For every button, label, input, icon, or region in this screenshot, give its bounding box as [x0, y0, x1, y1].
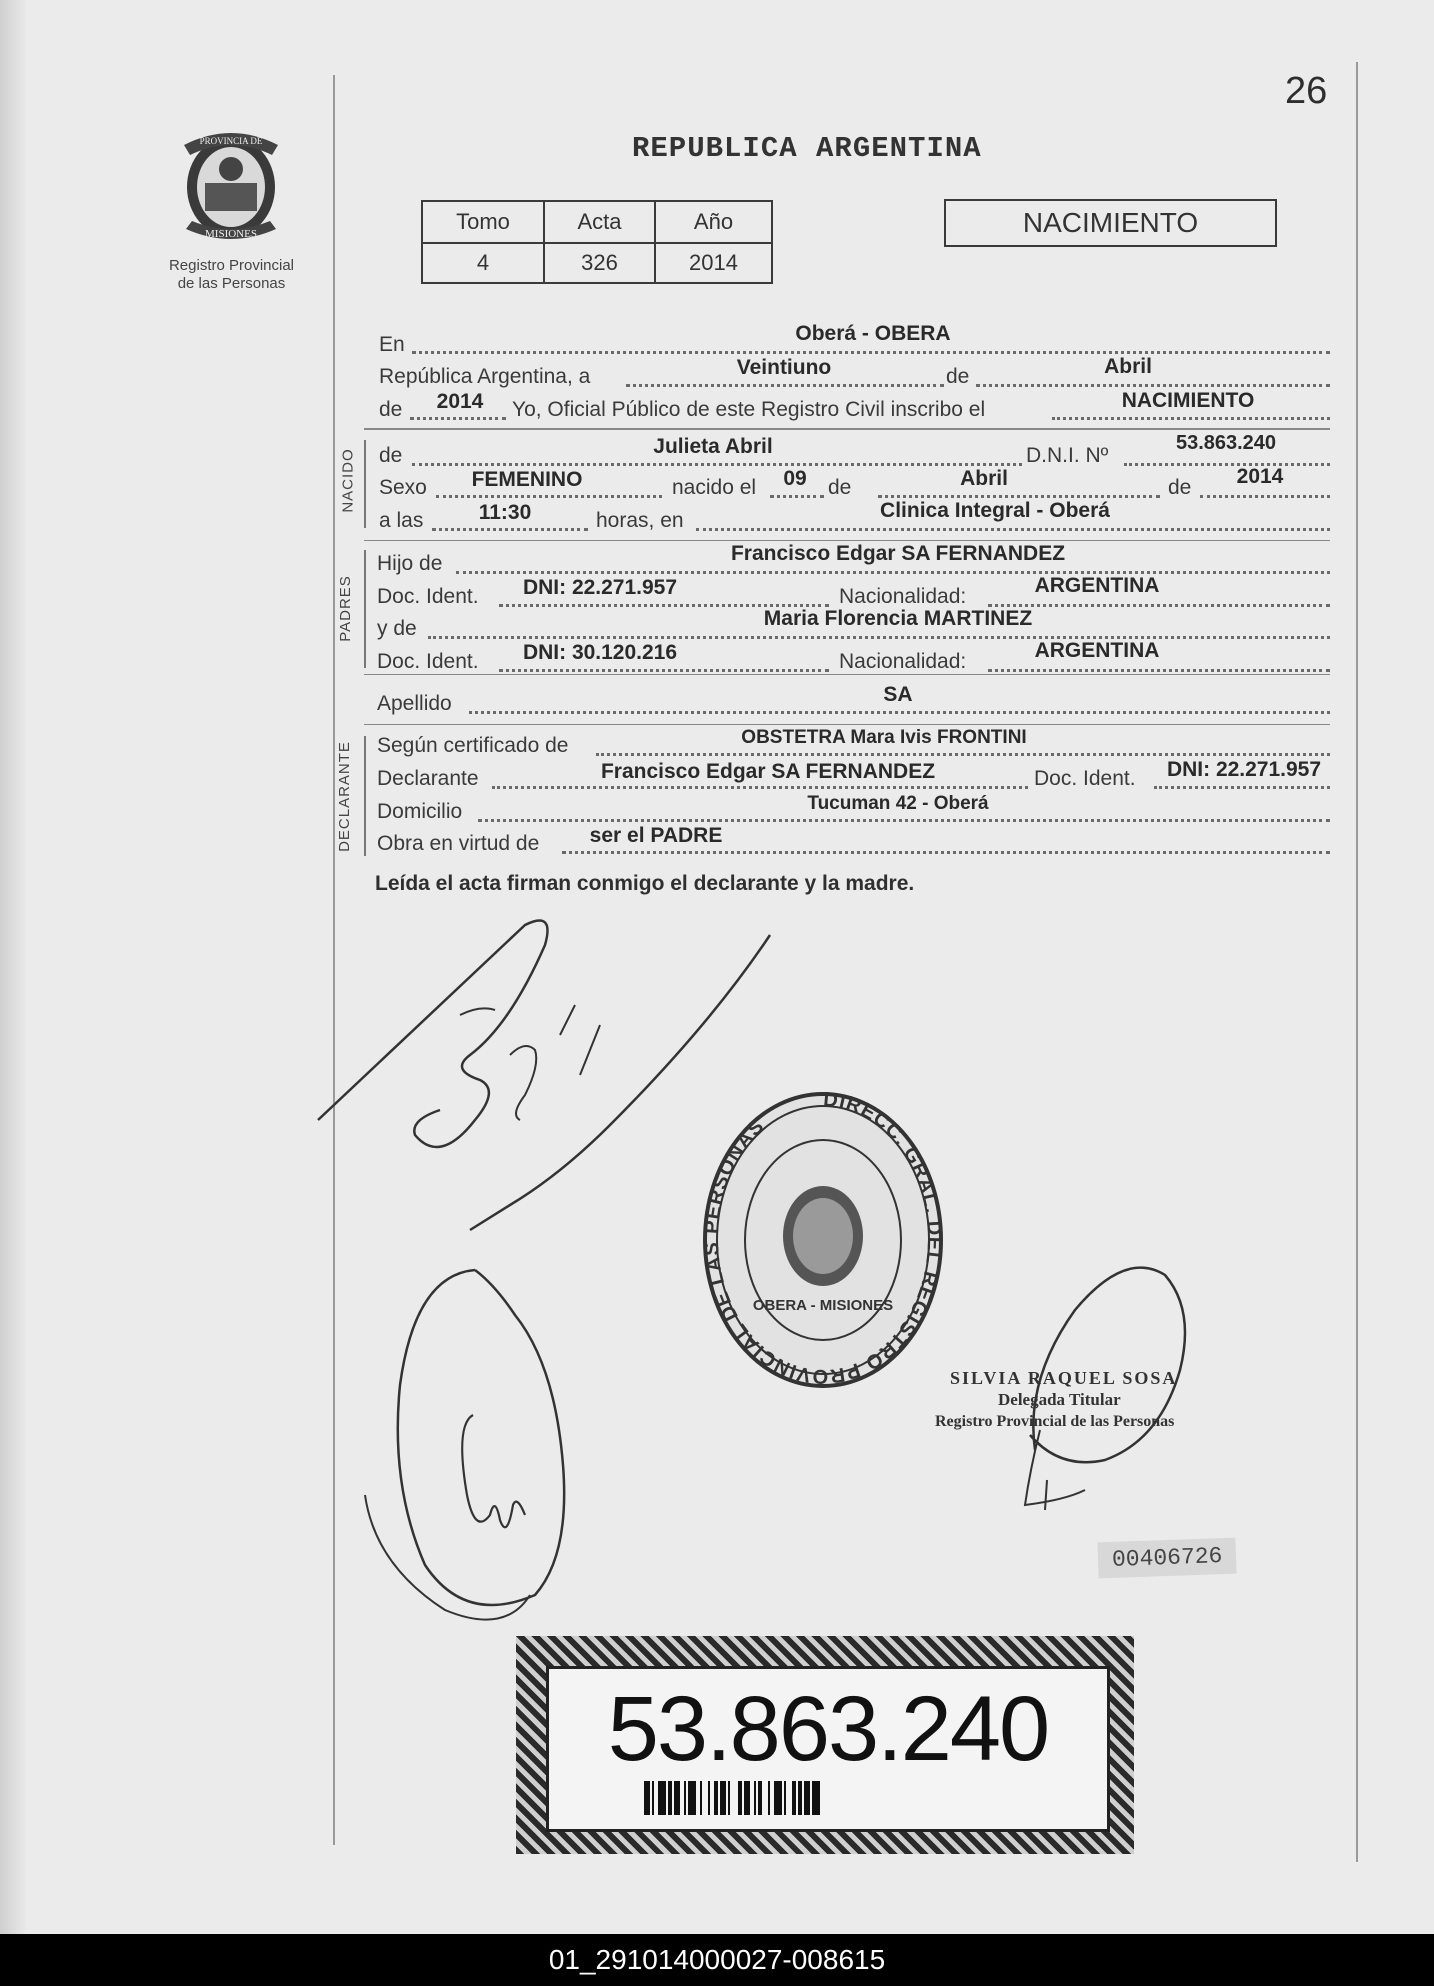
doc-ident-label: Doc. Ident. — [377, 585, 479, 608]
logo-caption — [150, 257, 313, 293]
barcode — [644, 1781, 1014, 1815]
footer-file-id: 01_291014000027-008615 — [0, 1934, 1434, 1986]
dotted-line — [1052, 417, 1330, 420]
declarante-doc-label: Doc. Ident. — [1034, 767, 1136, 790]
registry-table — [421, 200, 773, 284]
republica-label: República Argentina, a — [379, 365, 591, 388]
de-label-3: de — [828, 476, 852, 499]
certificate-value: OBSTETRA Mara Ivis FRONTINI — [741, 727, 1027, 748]
en-label: En — [379, 333, 405, 356]
dotted-line — [432, 528, 588, 531]
barcode-bar — [688, 1781, 696, 1815]
section-separator — [364, 674, 1330, 675]
padres-section-bracket — [364, 550, 366, 668]
dotted-line — [492, 786, 1028, 789]
registry-header-row — [422, 201, 772, 243]
official-round-stamp — [700, 1088, 946, 1392]
right-margin-line — [1356, 62, 1358, 1862]
dotted-line — [1124, 463, 1330, 466]
mother-signature — [355, 1265, 575, 1625]
page-number: 26 — [1285, 70, 1328, 112]
svg-text:OBERA - MISIONES: OBERA - MISIONES — [752, 1297, 894, 1314]
year-value: 2014 — [436, 390, 484, 413]
father-doc-value: DNI: 22.271.957 — [522, 576, 678, 599]
barcode-bar — [658, 1781, 666, 1815]
dotted-line — [499, 669, 829, 672]
barcode-bar — [774, 1781, 782, 1815]
y-de-label: y de — [377, 617, 417, 640]
nacionalidad-label-2: Nacionalidad: — [839, 650, 967, 673]
birth-year-value: 2014 — [1236, 465, 1284, 488]
dotted-line — [478, 819, 1330, 822]
official-stamp-block — [935, 1367, 1178, 1433]
dotted-line — [976, 384, 1330, 387]
closing-statement: Leída el acta firman conmigo el declarante y la madre. — [375, 872, 915, 895]
dotted-line — [988, 604, 1330, 607]
dotted-line — [469, 711, 1330, 714]
logo-caption-line-1: Registro Provincial — [168, 257, 295, 274]
barcode-bar — [820, 1781, 824, 1815]
apellido-value: SA — [883, 683, 913, 706]
dotted-line — [1154, 786, 1330, 789]
registry-value-row — [422, 243, 772, 283]
svg-text:DIRECC. GRAL. DEL REGISTRO PRO: DIRECC. GRAL. DEL REGISTRO PROVINCIAL DE LAS PERSONAS — [700, 1088, 946, 1388]
svg-text:PROVINCIA DE: PROVINCIA DE — [199, 136, 263, 146]
dotted-line — [562, 851, 1330, 854]
id-label-sticker — [516, 1636, 1134, 1854]
mother-name-value: Maria Florencia MARTINEZ — [763, 607, 1033, 630]
sexo-value: FEMENINO — [471, 468, 583, 491]
dotted-line — [428, 636, 1330, 639]
nacionalidad-label: Nacionalidad: — [839, 585, 967, 608]
segun-certificado-label: Según certificado de — [377, 734, 569, 757]
section-separator — [364, 540, 1330, 541]
svg-text:MISIONES: MISIONES — [205, 228, 257, 240]
misiones-crest-logo — [172, 125, 290, 253]
dotted-line — [412, 463, 1022, 466]
obra-en-virtud-label: Obra en virtud de — [377, 832, 540, 855]
logo-caption-line-2: de las Personas — [177, 275, 286, 292]
registry-header-acta: Acta — [544, 201, 655, 243]
document-type-box: NACIMIENTO — [944, 199, 1277, 247]
registry-value-tomo: 4 — [422, 243, 544, 283]
event-value: NACIMIENTO — [1121, 389, 1255, 412]
nacido-section-bracket — [364, 440, 366, 528]
official-title: Delegada Titular — [998, 1390, 1121, 1409]
dotted-line — [696, 528, 1330, 531]
hijo-de-label: Hijo de — [377, 552, 443, 575]
dotted-line — [412, 351, 1330, 354]
dotted-line — [1200, 495, 1330, 498]
barcode-bar — [730, 1781, 738, 1815]
birth-day-value: 09 — [783, 467, 807, 490]
document-title: REPUBLICA ARGENTINA — [632, 132, 982, 165]
id-label-number: 53.863.240 — [607, 1678, 1049, 1780]
horas-en-label: horas, en — [596, 509, 684, 532]
serial-number: 00406726 — [1097, 1538, 1237, 1579]
birth-time-value: 11:30 — [478, 501, 532, 524]
id-label-inner — [546, 1666, 1110, 1832]
mother-doc-value: DNI: 30.120.216 — [522, 641, 678, 664]
declarante-name-value: Francisco Edgar SA FERNANDEZ — [600, 760, 936, 783]
birth-month-value: Abril — [960, 467, 1008, 490]
yo-text: Yo, Oficial Público de este Registro Civil inscribo el — [512, 398, 986, 421]
declarante-section-label: DECLARANTE — [335, 741, 353, 852]
day-words-value: Veintiuno — [736, 356, 832, 379]
role-value: ser el PADRE — [589, 824, 723, 847]
de-label: de — [946, 365, 970, 388]
mother-nationality-value: ARGENTINA — [1034, 639, 1160, 662]
section-separator — [364, 428, 1330, 430]
official-name: SILVIA RAQUEL SOSA — [950, 1368, 1178, 1388]
page-edge-shadow — [0, 0, 26, 1934]
address-value: Tucuman 42 - Oberá — [807, 793, 989, 814]
father-name-value: Francisco Edgar SA FERNANDEZ — [730, 542, 1066, 565]
section-separator — [364, 724, 1330, 725]
official-office: Registro Provincial de las Personas — [935, 1413, 1175, 1430]
nacido-de-label: de — [379, 444, 403, 467]
apellido-label: Apellido — [377, 692, 452, 715]
declarante-doc-value: DNI: 22.271.957 — [1166, 758, 1322, 781]
birth-place-value: Clinica Integral - Oberá — [880, 499, 1110, 522]
dotted-line — [410, 417, 506, 420]
registry-value-acta: 326 — [544, 243, 655, 283]
nacido-el-label: nacido el — [672, 476, 757, 499]
dotted-line — [456, 571, 1330, 574]
nacido-section-label: NACIDO — [339, 448, 357, 513]
sexo-label: Sexo — [379, 476, 427, 499]
dotted-line — [878, 495, 1160, 498]
place-value: Oberá - OBERA — [795, 322, 951, 345]
father-nationality-value: ARGENTINA — [1034, 574, 1160, 597]
dotted-line — [596, 753, 1330, 756]
de-label-2: de — [379, 398, 403, 421]
dotted-line — [988, 669, 1330, 672]
dni-label: D.N.I. Nº — [1026, 444, 1109, 467]
registry-header-anio: Año — [655, 201, 772, 243]
a-las-label: a las — [379, 509, 424, 532]
declarante-label: Declarante — [377, 767, 479, 790]
registry-header-tomo: Tomo — [422, 201, 544, 243]
registry-value-anio: 2014 — [655, 243, 772, 283]
padres-section-label: PADRES — [336, 575, 354, 642]
child-name-value: Julieta Abril — [653, 435, 773, 458]
dotted-line — [770, 495, 824, 498]
dotted-line — [436, 495, 662, 498]
declarante-section-bracket — [364, 736, 366, 856]
domicilio-label: Domicilio — [377, 800, 463, 823]
child-dni-value: 53.863.240 — [1175, 432, 1277, 454]
de-label-4: de — [1168, 476, 1192, 499]
barcode-bar — [812, 1781, 820, 1815]
doc-ident-label-2: Doc. Ident. — [377, 650, 479, 673]
month-value: Abril — [1104, 355, 1152, 378]
dotted-line — [626, 384, 944, 387]
